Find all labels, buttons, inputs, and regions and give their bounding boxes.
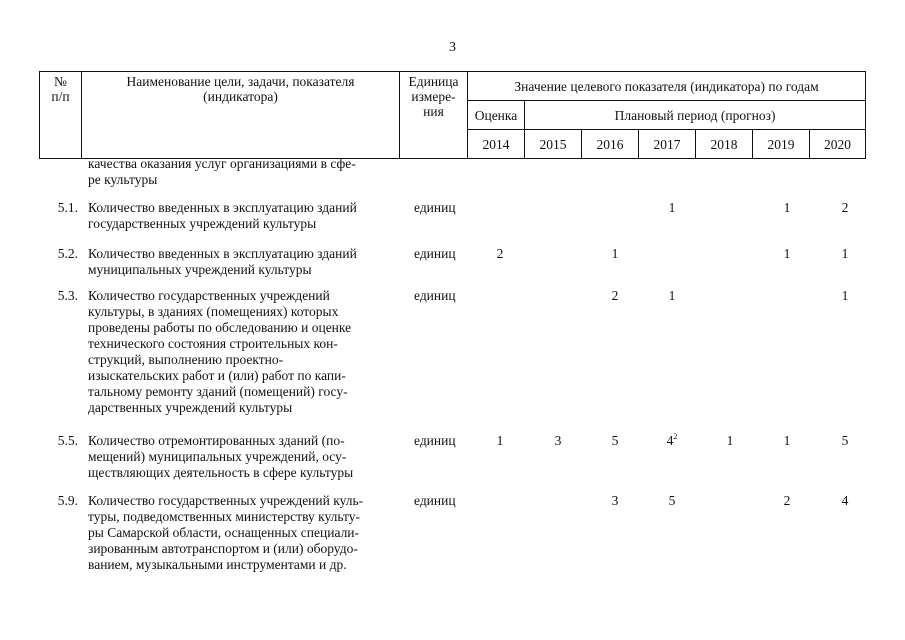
year-value-text: 1 bbox=[783, 200, 791, 215]
year-header: 2020 bbox=[810, 130, 866, 159]
name-header-line: Наименование цели, задачи, показателя bbox=[126, 74, 355, 89]
row-number: 5.1. bbox=[57, 200, 78, 215]
year-value-text: 2 bbox=[496, 246, 504, 261]
num-header-line: п/п bbox=[51, 89, 70, 104]
year-value bbox=[595, 246, 635, 262]
value-group-header: Значение целевого показателя (индикатора) по годам bbox=[468, 72, 866, 101]
indicator-name bbox=[88, 200, 408, 232]
year-value-text: 1 bbox=[783, 433, 791, 448]
indicator-name-line: струкций, выполнению проектно- bbox=[88, 352, 284, 367]
year-value bbox=[825, 288, 865, 304]
year-value-text: 5 bbox=[611, 433, 619, 448]
year-header: 2014 bbox=[468, 130, 525, 159]
indicator-name-line: качества оказания услуг организациями в сфе- bbox=[88, 156, 356, 171]
year-value-text: 2 bbox=[783, 493, 791, 508]
indicator-name-line: государственных учреждений культуры bbox=[88, 216, 317, 231]
year-value bbox=[825, 433, 865, 449]
year-value-text: 1 bbox=[726, 433, 734, 448]
row-number: 5.2. bbox=[57, 246, 78, 261]
year-value-text: 5 bbox=[668, 493, 676, 508]
indicator-name-line: ществляющих деятельность в сфере культуры bbox=[88, 465, 354, 480]
year-header: 2018 bbox=[696, 130, 753, 159]
indicator-name-line: технического состояния строительных кон- bbox=[88, 336, 338, 351]
indicator-name-line: культуры, в зданиях (помещениях) которых bbox=[88, 304, 339, 319]
unit-header-line: Единица bbox=[408, 74, 459, 89]
year-value bbox=[710, 433, 750, 449]
plan-period-header: Плановый период (прогноз) bbox=[525, 101, 866, 130]
indicator-name-line: проведены работы по обследованию и оценке bbox=[88, 320, 352, 335]
indicator-name-line: зированным автотранспортом и (или) оборудо- bbox=[88, 541, 358, 556]
year-value-text: 3 bbox=[554, 433, 562, 448]
year-value-text: 3 bbox=[611, 493, 619, 508]
indicator-name bbox=[88, 246, 408, 278]
year-value-text: 1 bbox=[783, 246, 791, 261]
year-value bbox=[652, 288, 692, 304]
year-value-text: 1 bbox=[841, 246, 849, 261]
year-value-text: 1 bbox=[496, 433, 504, 448]
indicator-name-line: тальному ремонту зданий (помещений) госу- bbox=[88, 384, 348, 399]
indicator-name-line: мещений) муниципальных учреждений, осу- bbox=[88, 449, 347, 464]
indicator-name bbox=[88, 433, 408, 481]
indicator-name-line: ры Самарской области, оснащенных специали- bbox=[88, 525, 360, 540]
year-header: 2015 bbox=[525, 130, 582, 159]
indicator-name-line: дарственных учреждений культуры bbox=[88, 400, 293, 415]
year-value bbox=[652, 433, 692, 449]
year-value bbox=[825, 246, 865, 262]
year-value-text: 2 bbox=[611, 288, 619, 303]
unit-value: единиц bbox=[414, 288, 456, 303]
unit-value: единиц bbox=[414, 200, 456, 215]
year-value-text: 1 bbox=[668, 288, 676, 303]
indicator-name-line: ре культуры bbox=[88, 172, 158, 187]
year-value bbox=[652, 200, 692, 216]
unit-value: единиц bbox=[414, 246, 456, 261]
year-value bbox=[595, 288, 635, 304]
num-header-line: № bbox=[54, 74, 67, 89]
year-value-text: 1 bbox=[841, 288, 849, 303]
year-value bbox=[595, 493, 635, 509]
indicator-name bbox=[88, 288, 408, 416]
row-number: 5.5. bbox=[57, 433, 78, 448]
indicator-name-line: туры, подведомственных министерству культу- bbox=[88, 509, 360, 524]
unit-header-line: ния bbox=[423, 104, 444, 119]
unit-value: единиц bbox=[414, 433, 456, 448]
year-value-text: 1 bbox=[668, 200, 676, 215]
unit-value: единиц bbox=[414, 493, 456, 508]
row-number: 5.3. bbox=[57, 288, 78, 303]
indicator-name-line: Количество введенных в эксплуатацию зданий bbox=[88, 200, 357, 215]
year-value bbox=[825, 493, 865, 509]
year-value bbox=[538, 433, 578, 449]
year-value-text: 2 bbox=[841, 200, 849, 215]
year-value bbox=[480, 433, 520, 449]
indicator-name-line: муниципальных учреждений культуры bbox=[88, 262, 312, 277]
indicator-name-line: Количество введенных в эксплуатацию зданий bbox=[88, 246, 357, 261]
page-number: 3 bbox=[449, 40, 456, 55]
year-value bbox=[767, 246, 807, 262]
indicator-name-line: Количество государственных учреждений bbox=[88, 288, 330, 303]
year-value-text: 4 bbox=[841, 493, 849, 508]
year-value-text: 4 bbox=[666, 433, 674, 448]
year-value-text: 5 bbox=[841, 433, 849, 448]
footnote-mark: 2 bbox=[673, 432, 678, 441]
indicator-name-line: изыскательских работ и (или) работ по капи- bbox=[88, 368, 346, 383]
year-value bbox=[595, 433, 635, 449]
indicator-name-line: Количество государственных учреждений куль- bbox=[88, 493, 364, 508]
name-header-line: (индикатора) bbox=[203, 89, 278, 104]
estimate-header: Оценка bbox=[468, 101, 525, 130]
year-value bbox=[825, 200, 865, 216]
year-header: 2016 bbox=[582, 130, 639, 159]
year-header: 2019 bbox=[753, 130, 810, 159]
year-header: 2017 bbox=[639, 130, 696, 159]
indicator-name-line: Количество отремонтированных зданий (по- bbox=[88, 433, 345, 448]
year-value bbox=[767, 200, 807, 216]
year-value bbox=[480, 246, 520, 262]
unit-header-line: измере- bbox=[411, 89, 456, 104]
row-number: 5.9. bbox=[57, 493, 78, 508]
year-value bbox=[652, 493, 692, 509]
indicator-name-line: ванием, музыкальными инструментами и др. bbox=[88, 557, 347, 572]
indicator-name bbox=[88, 493, 408, 573]
year-value-text: 1 bbox=[611, 246, 619, 261]
year-value bbox=[767, 493, 807, 509]
year-value bbox=[767, 433, 807, 449]
indicator-name bbox=[88, 156, 408, 188]
